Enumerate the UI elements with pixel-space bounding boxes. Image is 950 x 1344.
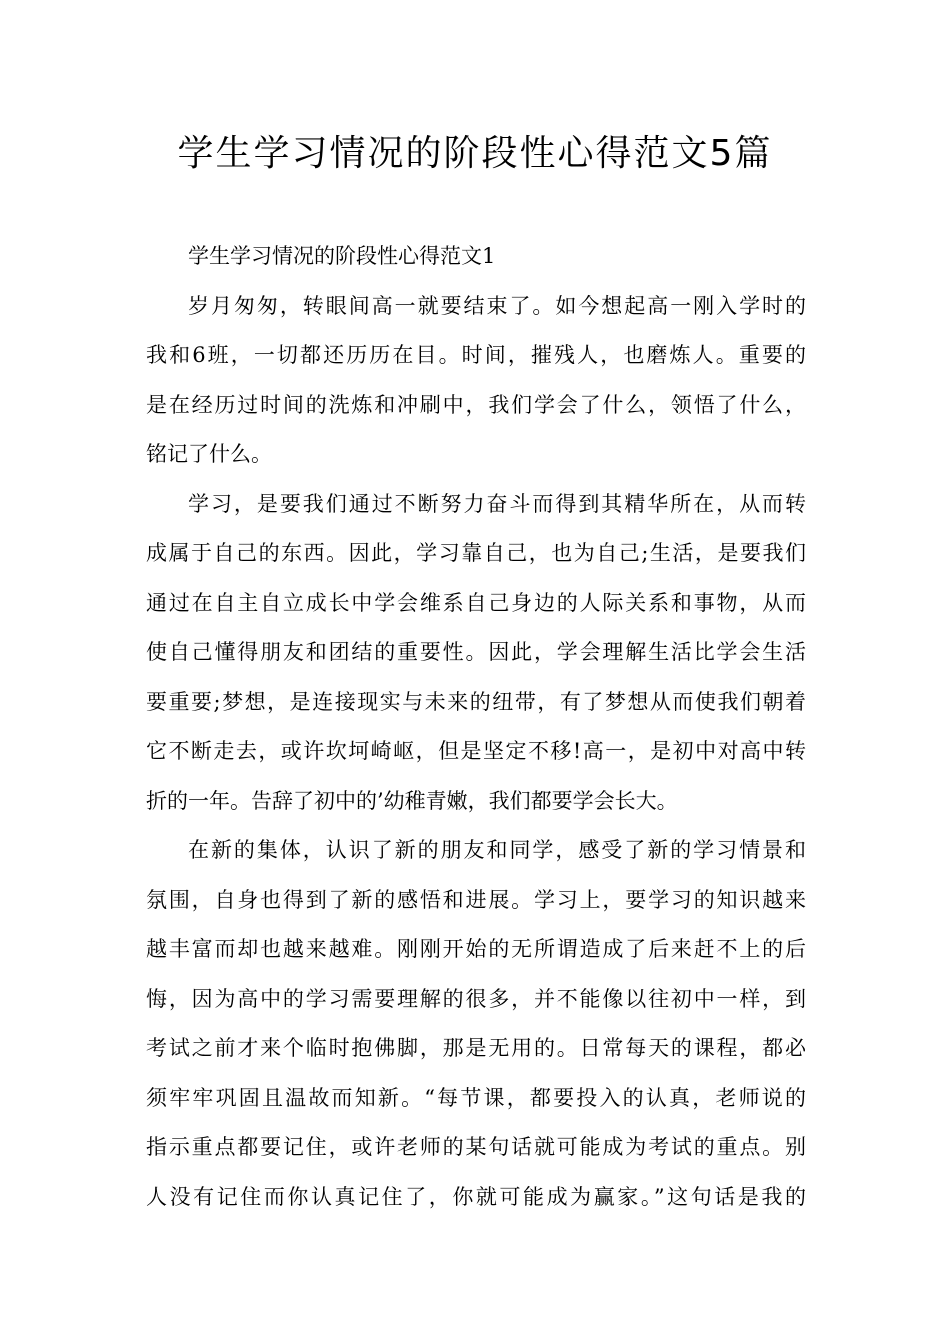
paragraph-line: 要重要;梦想，是连接现实与未来的纽带，有了梦想从而使我们朝着	[146, 689, 806, 714]
paragraph-2	[146, 480, 806, 827]
paragraph-line: 通过在自主自立成长中学会维系自己身边的人际关系和事物，从而	[146, 590, 806, 615]
paragraph-line: 学习，是要我们通过不断努力奋斗而得到其精华所在，从而转	[188, 491, 806, 516]
paragraph-line: 岁月匆匆，转眼间高一就要结束了。如今想起高一刚入学时的	[188, 293, 806, 318]
paragraph-1	[146, 282, 806, 480]
paragraph-line: 是在经历过时间的洗炼和冲刷中，我们学会了什么，领悟了什么，	[146, 392, 806, 417]
paragraph-line: 人没有记住而你认真记住了，你就可能成为赢家。”这句话是我的	[146, 1184, 806, 1209]
paragraph-3	[146, 826, 806, 1222]
paragraph-line: 考试之前才来个临时抱佛脚，那是无用的。日常每天的课程，都必	[146, 1036, 806, 1060]
document-title: 学生学习情况的阶段性心得范文5篇	[177, 133, 773, 174]
paragraph-line: 折的一年。告辞了初中的’幼稚青嫩，我们都要学会长大。	[146, 788, 678, 813]
paragraph-line: 氛围，自身也得到了新的感悟和进展。学习上，要学习的知识越来	[146, 887, 806, 912]
paragraph-line: 须牢牢巩固且温故而知新。“每节课，都要投入的认真，老师说的	[146, 1085, 806, 1110]
document-body	[146, 232, 806, 1222]
paragraph-line: 指示重点都要记住，或许老师的某句话就可能成为考试的重点。别	[146, 1135, 806, 1159]
paragraph-line: 我和6班，一切都还历历在目。时间，摧残人，也磨炼人。重要的	[146, 343, 806, 367]
section-heading: 学生学习情况的阶段性心得范文1	[188, 244, 496, 268]
paragraph-line: 在新的集体，认识了新的朋友和同学，感受了新的学习情景和	[188, 838, 806, 862]
paragraph-line: 它不断走去，或许坎坷崎岖，但是坚定不移!高一，是初中对高中转	[146, 739, 806, 763]
paragraph-line: 越丰富而却也越来越难。刚刚开始的无所谓造成了后来赶不上的后	[146, 937, 806, 961]
paragraph-line: 成属于自己的东西。因此，学习靠自己，也为自己;生活，是要我们	[146, 541, 806, 565]
paragraph-line: 悔，因为高中的学习需要理解的很多，并不能像以往初中一样，到	[146, 986, 806, 1011]
paragraph-line: 铭记了什么。	[146, 442, 272, 466]
paragraph-line: 使自己懂得朋友和团结的重要性。因此，学会理解生活比学会生活	[146, 640, 806, 664]
